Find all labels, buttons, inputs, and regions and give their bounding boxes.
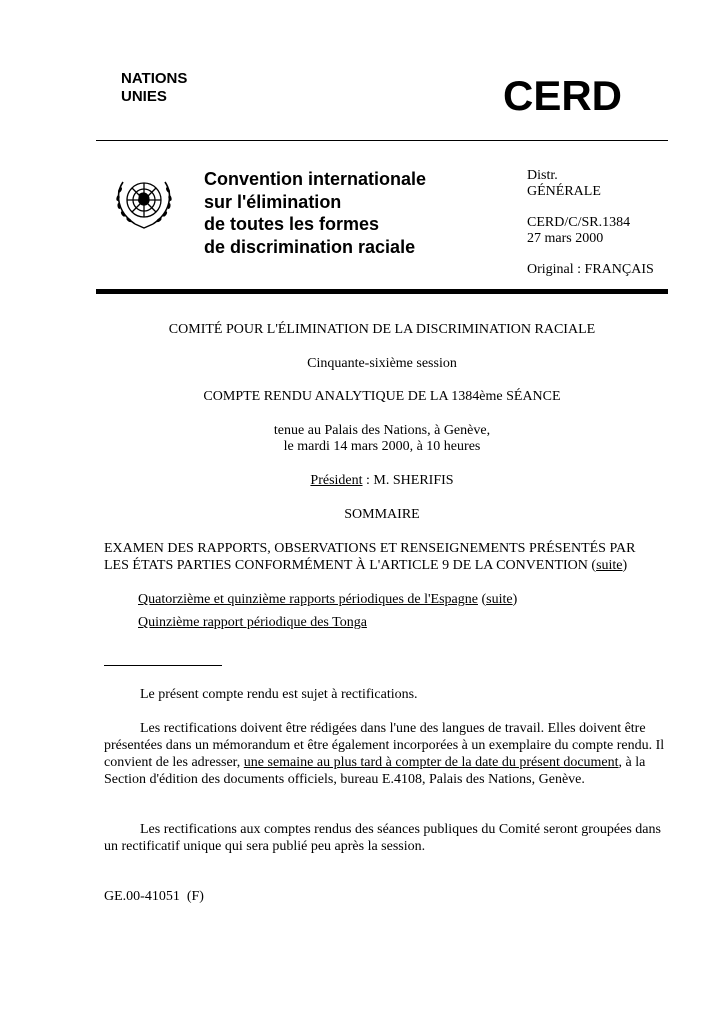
meeting-datetime: le mardi 14 mars 2000, à 10 heures	[283, 439, 481, 454]
president-line	[96, 473, 668, 489]
footnote-2-part-a: Les rectifications doivent être rédigées dans l'une des langues de travail. Elles doivent être présentées dans un mémorandum et être également incorporées à un exemplaire du compte rendu. Il convient de les adresser,	[104, 721, 665, 770]
agenda-line-2	[104, 557, 676, 574]
agenda-close: )	[622, 558, 628, 573]
committee-name: COMITÉ POUR L'ÉLIMINATION DE LA DISCRIMINATION RACIALE	[168, 322, 596, 337]
president-separator: :	[362, 473, 374, 488]
president-name: M. SHERIFIS	[373, 473, 454, 488]
footnote-3: Les rectifications aux comptes rendus des séances publiques du Comité seront groupées dans un rectificatif unique qui sera publié peu après la session.	[104, 822, 661, 854]
footnote-separator	[104, 665, 222, 666]
convention-title-line: de toutes les formes	[204, 214, 380, 234]
distr-value: GÉNÉRALE	[527, 184, 601, 199]
distribution-block	[527, 168, 654, 278]
original-language: Original : FRANÇAIS	[527, 262, 654, 277]
job-number: GE.00-41051 (F)	[104, 889, 204, 904]
agenda-line-1: EXAMEN DES RAPPORTS, OBSERVATIONS ET RENSEIGNEMENTS PRÉSENTÉS PAR	[104, 541, 636, 556]
subitem-1-close: )	[512, 592, 518, 607]
org-line-1: NATIONS	[121, 70, 188, 87]
convention-title-line: Convention internationale	[204, 169, 427, 189]
president-label: Président	[310, 473, 363, 488]
org-line-2: UNIES	[121, 88, 167, 105]
subitem-2-text: Quinzième rapport périodique des Tonga	[138, 615, 367, 630]
subitem-1-open: (	[477, 592, 487, 607]
summary-subitem-1	[138, 591, 517, 608]
subitem-1-text: Quatorzième et quinzième rapports périodiques de l'Espagne	[138, 592, 478, 607]
record-title: COMPTE RENDU ANALYTIQUE DE LA 1384ème SÉANCE	[203, 389, 561, 404]
document-date: 27 mars 2000	[527, 231, 604, 246]
meeting-venue: tenue au Palais des Nations, à Genève,	[273, 423, 491, 438]
document-symbol: CERD/C/SR.1384	[527, 215, 631, 230]
convention-title-line: de discrimination raciale	[204, 236, 416, 257]
subitem-1-suite: suite	[486, 592, 513, 607]
title-rule	[96, 289, 668, 294]
header-rule	[96, 140, 668, 141]
convention-title-line: sur l'élimination	[204, 191, 342, 212]
footnote-2-part-b: , à la Section d'édition des documents officiels, bureau E.4108, Palais des Nations, Genève.	[104, 755, 646, 787]
un-emblem-icon	[111, 170, 177, 234]
summary-heading: SOMMAIRE	[344, 507, 420, 522]
document-series-symbol: CERD	[502, 72, 622, 119]
footnote-2	[104, 720, 666, 788]
agenda-line-2-text: LES ÉTATS PARTIES CONFORMÉMENT À L'ARTICLE 9 DE LA CONVENTION (	[104, 558, 597, 573]
agenda-suite: suite	[596, 558, 623, 573]
footnote-2-deadline: une semaine au plus tard à compter de la date du présent document	[243, 755, 619, 770]
footnote-1: Le présent compte rendu est sujet à rectifications.	[140, 687, 418, 702]
organization-name	[121, 70, 187, 106]
session-name: Cinquante-sixième session	[307, 356, 457, 371]
agenda-item-heading	[104, 540, 676, 574]
distr-label: Distr.	[527, 168, 558, 183]
convention-title	[204, 168, 426, 258]
summary-subitem-2	[138, 614, 367, 631]
